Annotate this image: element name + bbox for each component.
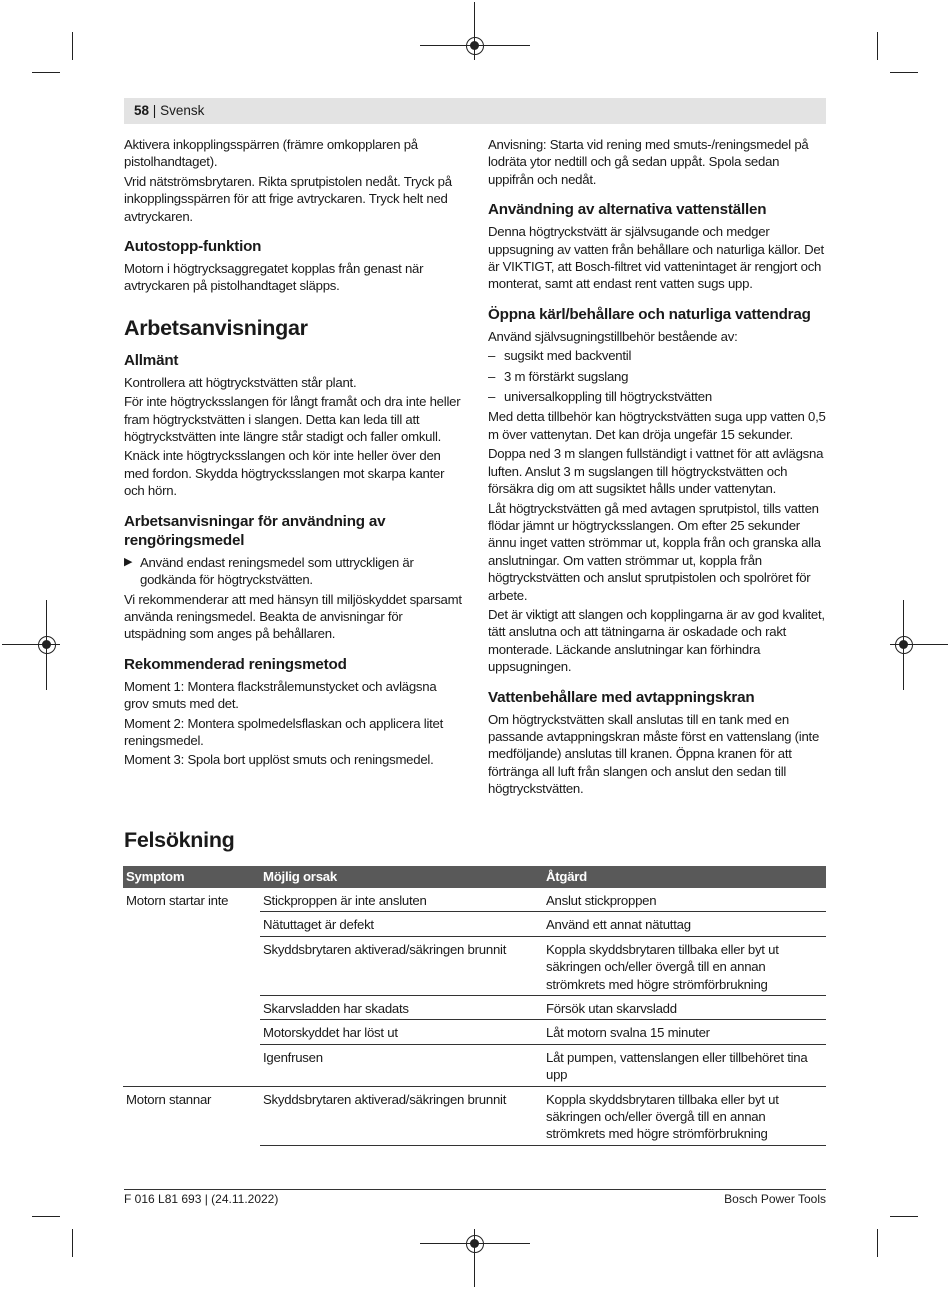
open-paragraph-5: Det är viktigt att slangen och kopplingarna är av god kvalitet, tätt anslutna och att tätningarna är oskadade och rakt monterade. Läckande anslutningar kan förhindra uppsugningen. [488, 606, 825, 675]
crop-mark [32, 72, 60, 73]
list-item-text: sugsikt med backventil [504, 348, 632, 364]
page-number: 58 [134, 103, 150, 118]
table-row [123, 1020, 826, 1044]
open-paragraph-1: Använd självsugningstillbehör bestående av: [488, 328, 738, 344]
cause-cell: Stickproppen är inte ansluten [260, 888, 543, 912]
alt-water-heading: Användning av alternativa vattenställen [488, 201, 767, 219]
tank-paragraph: Om högtryckstvätten skall anslutas till en tank med en passande avtappningskran måste först en vattenslang (inte medföljande) anslutas till kranen. Öppna kranen för att förtränga all luft från slangen och anslut den sedan till högtryckstvätten. [488, 711, 820, 797]
list-item-text: universalkoppling till högtryckstvätten [504, 389, 712, 405]
intro-paragraph-2: Vrid nätströmsbrytaren. Rikta sprutpistolen nedåt. Tryck på inkopplingsspärren för att frige avtryckaren. Tryck helt ned avtryckaren. [124, 173, 452, 224]
cause-cell: Skarvsladden har skadats [260, 996, 543, 1020]
open-paragraph-4: Låt högtryckstvätten gå med avtagen sprutpistol, tills vatten flödar jämnt ur högtrycksslangen. Om efter 25 sekunder ännu inget vatten strömmar ut, koppla från och granska alla anslutningar. Om vatten strömmar ut, koppla från högtryckstvätten och anslut sprutpistolen och spolröret för arbete. [488, 500, 821, 603]
general-heading: Allmänt [124, 351, 179, 369]
cause-cell: Skyddsbrytaren aktiverad/säkringen brunnit [260, 1086, 543, 1145]
registration-target-icon [466, 1235, 484, 1253]
symptom-cell [123, 936, 260, 995]
left-column [124, 136, 464, 771]
autostop-heading: Autostopp-funktion [124, 238, 262, 256]
general-paragraph-2: För inte högtrycksslangen för långt framåt och dra inte heller fram högtryckstvätten i slangen. Detta kan leda till att högtryckstvätten inte längre står stadigt och faller omkull. [124, 394, 461, 445]
cause-cell: Nätuttaget är defekt [260, 912, 543, 936]
fix-cell: Använd ett annat nätuttag [543, 912, 826, 936]
table-row [123, 888, 826, 912]
column-header-fix: Åtgärd [543, 866, 826, 888]
symptom-cell: Motorn startar inte [126, 893, 229, 908]
cleaning-bullet-text: Använd endast reningsmedel som uttryckligen är godkända för högtryckstvätten. [140, 554, 414, 588]
fix-cell: Försök utan skarvsladd [543, 996, 826, 1020]
right-column [488, 136, 828, 800]
cleaning-bullet [124, 554, 464, 589]
table-row [123, 996, 826, 1020]
crop-mark [32, 1216, 60, 1217]
troubleshooting-title: Felsökning [124, 828, 235, 852]
dash-mark: – [488, 348, 496, 364]
dash-mark: – [488, 389, 496, 405]
fix-cell: Koppla skyddsbrytaren tillbaka eller byt ut säkringen och/eller övergå till en annan strömkrets med högre strömförbrukning [543, 936, 826, 995]
table-row [123, 912, 826, 936]
table-row [123, 936, 826, 995]
registration-target-icon [466, 37, 484, 55]
cause-cell: Igenfrusen [260, 1044, 543, 1086]
method-step-3: Moment 3: Spola bort upplöst smuts och reningsmedel. [124, 752, 434, 768]
registration-target-icon [38, 636, 56, 654]
fix-cell: Koppla skyddsbrytaren tillbaka eller byt ut säkringen och/eller övergå till en annan strömkrets med högre strömförbrukning [543, 1086, 826, 1145]
open-paragraph-3: Doppa ned 3 m slangen fullständigt i vattnet för att avlägsna luften. Anslut 3 m sugslangen till högtryckstvätten och försäkra dig om att sugsiktet hålls under vattenytan. [488, 446, 824, 497]
general-paragraph-1: Kontrollera att högtryckstvätten står plant. [124, 374, 357, 390]
footer-doc-code: F 016 L81 693 | (24.11.2022) [124, 1192, 279, 1206]
intro-paragraph-1: Aktivera inkopplingsspärren (främre omkopplaren på pistolhandtaget). [124, 137, 418, 170]
symptom-cell [123, 1044, 260, 1086]
footer-divider [124, 1189, 826, 1190]
autostop-paragraph: Motorn i högtrycksaggregatet kopplas från genast när avtryckaren på pistolhandtaget släpps. [124, 261, 424, 294]
fix-cell: Anslut stickproppen [543, 888, 826, 912]
method-step-1: Moment 1: Montera flackstrålemunstycket och avlägsna grov smuts med det. [124, 678, 437, 712]
page-header [124, 98, 826, 124]
open-paragraph-2: Med detta tillbehör kan högtryckstvätten suga upp vatten 0,5 m över vattenytan. Det kan dröja ungefär 15 sekunder. [488, 409, 826, 442]
general-paragraph-3: Knäck inte högtrycksslangen och kör inte heller över den med fordon. Skydda högtrycksslangen mot skarpa kanter och hörn. [124, 448, 445, 499]
symptom-cell: Motorn stannar [126, 1091, 212, 1107]
column-header-cause: Möjlig orsak [260, 866, 543, 888]
symptom-cell [123, 996, 260, 1020]
header-separator: | [152, 103, 157, 118]
work-instructions-heading: Arbetsanvisningar [124, 315, 308, 340]
table-header-row [123, 866, 826, 888]
list-item [488, 368, 828, 385]
crop-mark [72, 32, 73, 60]
table-row [123, 1086, 826, 1145]
cause-cell: Motorskyddet har löst ut [260, 1020, 543, 1044]
bullet-arrow-icon: ▶ [124, 555, 133, 568]
method-step-2: Moment 2: Montera spolmedelsflaskan och applicera litet reningsmedel. [124, 715, 444, 748]
cleaning-heading: Arbetsanvisningar för användning av rengöringsmedel [124, 512, 386, 549]
troubleshooting-table [123, 866, 826, 1146]
method-heading: Rekommenderad reningsmetod [124, 655, 347, 673]
list-item [488, 388, 828, 405]
crop-mark [890, 72, 918, 73]
tank-heading: Vattenbehållare med avtappningskran [488, 688, 755, 706]
alt-water-paragraph: Denna högtryckstvätt är självsugande och medger uppsugning av vatten från behållare och naturliga källor. Det är VIKTIGT, att Bosch-filtret vid vattenintaget är rengjort och monterat, samt att endast rent vatten sugs upp. [488, 224, 824, 292]
fix-cell: Låt pumpen, vattenslangen eller tillbehöret tina upp [543, 1044, 826, 1086]
header-language: Svensk [160, 103, 205, 118]
table-row [123, 1044, 826, 1086]
cleaning-paragraph: Vi rekommenderar att med hänsyn till miljöskyddet sparsamt använda reningsmedel. Beakta de anvisningar för utspädning som anges på behållaren. [124, 591, 462, 642]
fix-cell: Låt motorn svalna 15 minuter [543, 1020, 826, 1044]
crop-mark [72, 1229, 73, 1257]
hint-paragraph: Anvisning: Starta vid rening med smuts-/reningsmedel på lodräta ytor nedtill och gå sedan uppåt. Spola sedan uppifrån och nedåt. [488, 137, 809, 187]
dash-mark: – [488, 368, 496, 384]
registration-target-icon [895, 636, 913, 654]
footer-brand: Bosch Power Tools [724, 1192, 826, 1206]
crop-mark [877, 32, 878, 60]
open-vessels-heading: Öppna kärl/behållare och naturliga vattendrag [488, 305, 811, 323]
symptom-cell [123, 912, 260, 936]
column-header-symptom: Symptom [123, 866, 260, 888]
cause-cell: Skyddsbrytaren aktiverad/säkringen brunnit [260, 936, 543, 995]
list-item-text: 3 m förstärkt sugslang [504, 368, 629, 384]
crop-mark [877, 1229, 878, 1257]
list-item [488, 347, 828, 364]
symptom-cell [123, 1020, 260, 1044]
crop-mark [890, 1216, 918, 1217]
